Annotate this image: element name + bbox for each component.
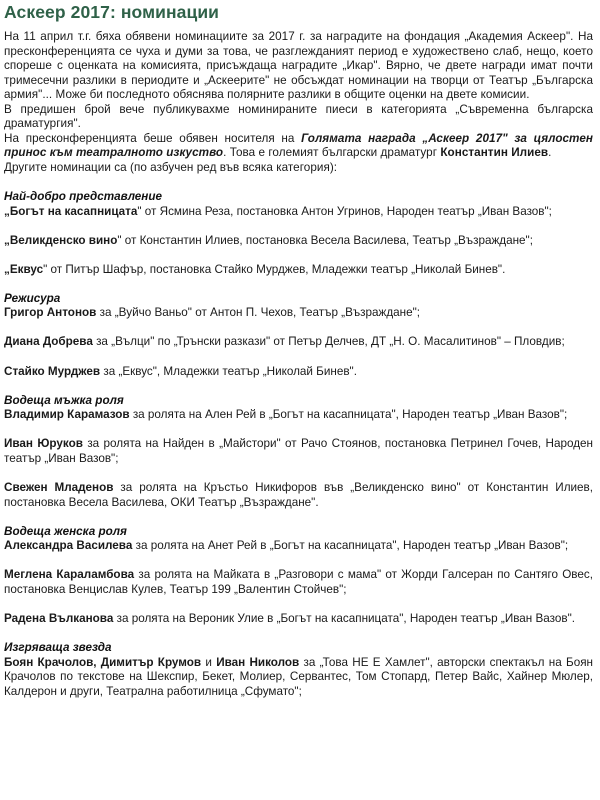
page-title: Аскеер 2017: номинации (4, 2, 220, 22)
nomination-title: Еквус (9, 262, 44, 276)
nomination-item (4, 306, 593, 321)
nominee-name: Меглена Караламбова (4, 568, 135, 582)
nomination-details: за „Това НЕ Е Хамлет", авторски спектакъл на Боян Крачолов по текстове на Шекспир, Бекет, Молиер, Сервантес, Том Стопард, Петер Вайс, Хайнер Мюлер, Калдерон и други, Театрална работилница „Сфумато"; (4, 655, 593, 698)
intro-paragraph-2: В предишен брой вече публикувахме номинираните пиеси в категорията „Съвременна българска драматургия". (4, 102, 593, 131)
spacer (4, 277, 593, 292)
nominee-name: Александра Василева (4, 539, 133, 553)
category-directing (4, 292, 593, 379)
spacer (4, 554, 593, 569)
nominee-name: Григор Антонов (4, 306, 97, 320)
nomination-details: " от Питър Шафър, постановка Стайко Мурджев, Младежки театър „Николай Бинев". (43, 262, 506, 276)
nomination-details: за ролята на Майката в „Разговори с мама" от Жорди Галсеран по Сантяго Овес, постановка Венцислав Кулев, Театър 199 „Валентин Стойчев"; (4, 568, 593, 596)
nomination-item (4, 335, 593, 350)
nomination-item (4, 408, 593, 423)
category-heading: Изгряваща звезда (4, 640, 112, 654)
spacer (4, 423, 593, 438)
nomination-title: Великденско вино (9, 233, 118, 247)
category-leading-male-role (4, 394, 593, 510)
nomination-details: за ролята на Найден в „Майстори" от Рачо Стоянов, постановка Петринел Гочев, Народен театър „Иван Вазов"; (4, 437, 594, 465)
nominee-name: Радена Вълканова (4, 611, 114, 625)
spacer (4, 248, 593, 263)
nomination-details: за ролята на Анет Рей в „Богът на касапницата", Народен театър „Иван Вазов"; (132, 539, 569, 553)
nomination-item (4, 263, 593, 278)
nomination-quote-open: „ (4, 233, 10, 247)
nomination-title: Богът на касапницата (9, 204, 138, 218)
intro-p3-text-c: . (548, 146, 552, 160)
nomination-conjunction: и (201, 655, 217, 669)
category-leading-female-role (4, 525, 593, 627)
nomination-item (4, 481, 593, 510)
nomination-details: " от Ясмина Реза, постановка Антон Угринов, Народен театър „Иван Вазов"; (137, 204, 552, 218)
nomination-item (4, 568, 593, 597)
grand-prize-emphasis: Голямата награда „Аскеер 2017" за цялостен принос към театралното изкуство (4, 131, 594, 160)
nominee-name: Владимир Карамазов (4, 408, 130, 422)
nominee-name: Стайко Мурджев (4, 364, 101, 378)
nomination-item (4, 612, 593, 627)
category-heading: Водеща мъжка роля (4, 393, 124, 407)
nomination-details: за ролята на Кръстьо Никифоров във „Великденско вино" от Константин Илиев, постановка Весела Василева, ОКИ Театър „Възраждане". (4, 480, 593, 509)
nomination-details: " от Константин Илиев, постановка Весела Василева, Театър „Възраждане"; (117, 233, 533, 247)
grand-prize-laureate-name: Константин Илиев (440, 146, 549, 160)
nomination-details: за „Еквус", Младежки театър „Николай Бинев". (100, 364, 357, 378)
nomination-quote-open: „ (4, 204, 10, 218)
spacer (4, 175, 593, 190)
nominee-name: Свежен Младенов (4, 480, 114, 494)
nomination-item (4, 234, 593, 249)
nomination-item (4, 656, 593, 700)
spacer (4, 466, 593, 481)
nominee-name: Диана Добрева (4, 335, 93, 349)
nomination-item (4, 539, 593, 554)
nominee-name: Иван Юруков (4, 437, 83, 451)
spacer (4, 510, 593, 525)
category-heading: Водеща женска роля (4, 524, 127, 538)
intro-paragraph-3 (4, 132, 593, 161)
intro-p3-text-b: . Това е големият български драматург (223, 146, 441, 160)
spacer (4, 597, 593, 612)
nomination-item (4, 365, 593, 380)
nomination-details: за ролята на Вероник Улие в „Богът на касапницата", Народен театър „Иван Вазов". (113, 611, 575, 625)
nomination-details: за „Вуйчо Ваньо" от Антон П. Чехов, Театър „Възраждане"; (96, 306, 421, 320)
nominee-name: Боян Крачолов, Димитър Крумов (4, 655, 202, 669)
nomination-details: за „Вълци" по „Трънски разкази" от Петър Делчев, ДТ „Н. О. Масалитинов" – Пловдив; (92, 335, 565, 349)
spacer (4, 626, 593, 641)
category-heading: Режисура (4, 291, 61, 305)
intro-p3-text-a: На пресконференцията беше обявен носителя на (4, 131, 302, 145)
intro-section (4, 30, 593, 175)
nominee-name-secondary: Иван Николов (216, 655, 300, 669)
spacer (4, 350, 593, 365)
category-rising-star (4, 641, 593, 699)
spacer (4, 321, 593, 336)
spacer (4, 379, 593, 394)
nomination-item (4, 205, 593, 220)
intro-paragraph-1: На 11 април т.г. бяха обявени номинациите за 2017 г. за наградите на фондация „Академия Аскеер". На пресконференцията се чуха и думи за това, че разглежданият период е художествено слаб, нещо, което спореше с оценката на комисията, присъждаща наградите „Икар". Вярно, че двете награди имат почти тримесечни разлики в периодите и „Аскеерите" не обсъждат номинации на творци от Театър „Българска армия"... Може би последното обяснява полярните разлики в общите оценки на двете комисии. (4, 30, 593, 102)
nomination-item (4, 437, 593, 466)
nomination-details: за ролята на Ален Рей в „Богът на касапницата", Народен театър „Иван Вазов"; (129, 408, 568, 422)
category-heading: Най-добро представление (4, 190, 163, 204)
spacer (4, 219, 593, 234)
intro-paragraph-4: Другите номинации са (по азбучен ред във всяка категория): (4, 160, 338, 174)
category-best-performance (4, 190, 593, 277)
nomination-quote-open: „ (4, 262, 10, 276)
